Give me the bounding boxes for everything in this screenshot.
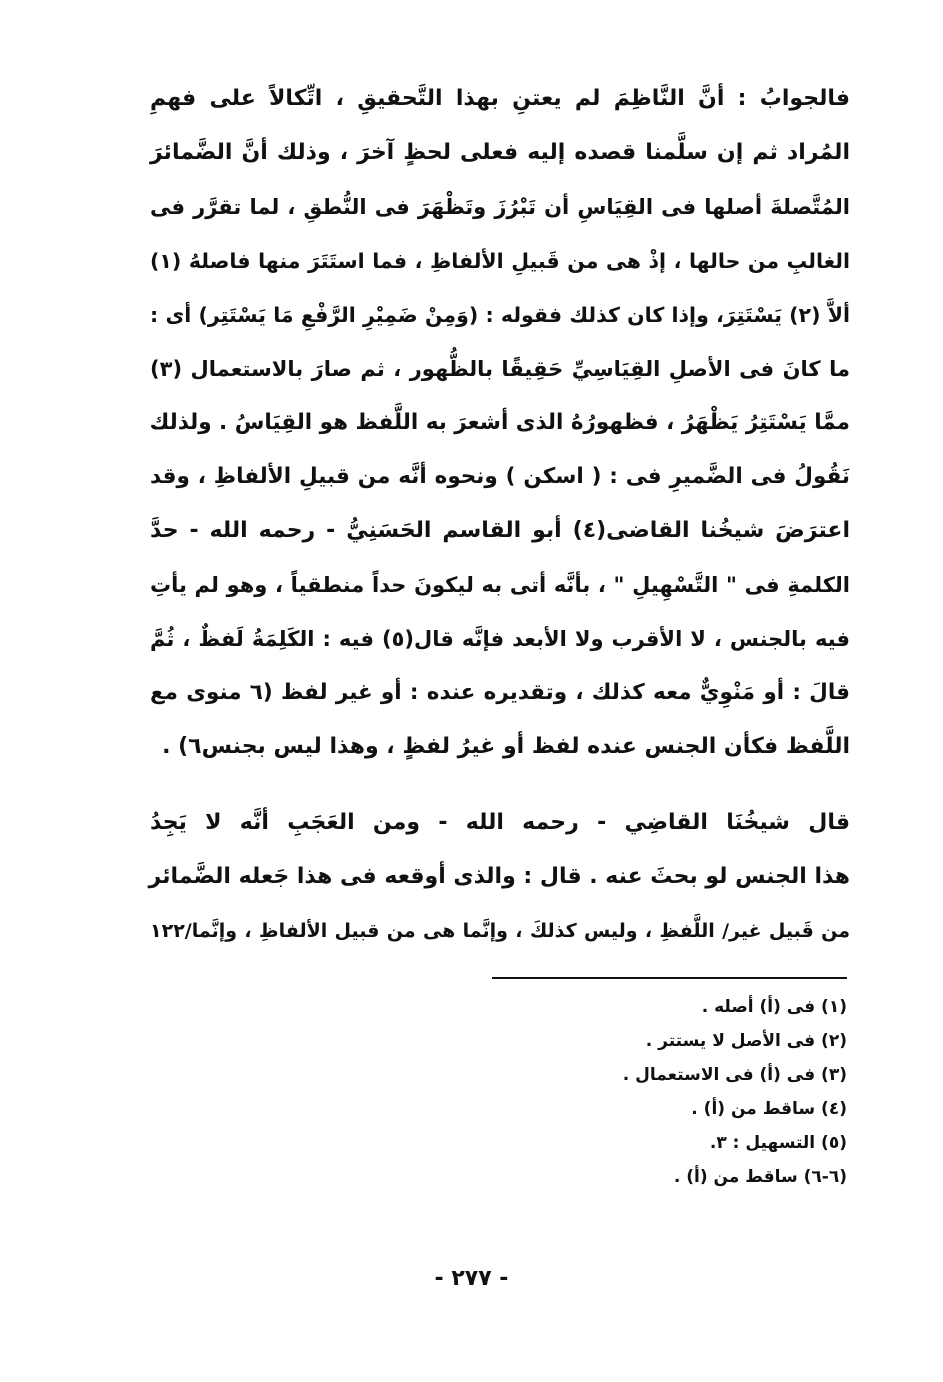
text-line: فالجوابُ : أنَّ النَّاظِمَ لم يعتنِ بهذا التَّحقيقِ ، اتِّكالاً على فهمِ xyxy=(150,86,850,111)
footnote-item: (٣) فى (أ) فى الاستعمال . xyxy=(622,1065,847,1085)
footnote-item: (٥) التسهيل : ٣. xyxy=(709,1133,847,1153)
text-line: اللَّفظ فكأن الجنس عنده لفظ أو غيرُ لفظٍ ، وهذا ليس بجنس٦) . xyxy=(162,734,850,759)
page-number: - ٢٧٧ - xyxy=(434,1266,509,1291)
text-line: قالَ : أو مَنْوِيٌّ معه كذلك ، وتقديره عنده : أو غير لفظ (٦ منوى مع xyxy=(150,680,850,705)
footnote-item: (٢) فى الأصل لا يستتر . xyxy=(645,1031,847,1051)
footnote-item: (١) فى (أ) أصله . xyxy=(701,997,847,1017)
text-line: الكلمةِ فى " التَّسْهِيلِ " ، بأنَّه أتى به ليكونَ حداً منطقياً ، وهو لم يأتِ xyxy=(150,573,850,597)
text-line: نَقُولُ فى الضَّميرِ فى : ( اسكن ) ونحوه أنَّه من قبيلِ الألفاظِ ، وقد xyxy=(150,464,850,489)
text-line xyxy=(150,904,850,958)
text-line-content: من قَبيل غير/ اللَّفظِ ، وليس كذلكَ ، وإنَّما هى من قبيل الألفاظِ ، وإنَّما/ xyxy=(184,920,850,942)
footnotes xyxy=(450,990,847,1194)
text-line: فيه بالجنس ، لا الأقرب ولا الأبعد فإنَّه قال(٥) فيه : الكَلِمَةُ لَفظٌ ، ثُمَّ xyxy=(150,627,850,651)
text-line: المُتَّصلةَ أصلها فى القِيَاسِ أن تَبْرُزَ وتَظْهَرَ فى النُّطقِ ، لما تقرَّر فى xyxy=(150,195,850,219)
paragraph-2 xyxy=(150,796,850,958)
paragraph-gap xyxy=(150,774,850,796)
text-line: هذا الجنس لو بحثَ عنه . قال : والذى أوقعه فى هذا جَعله الضَّمائر xyxy=(148,864,850,889)
text-line: قال شيخُنَا القاضِي - رحمه الله - ومن العَجَبِ أنَّه لا يَجِدُ xyxy=(150,810,850,835)
text-line: الغالبِ من حالها ، إذْ هى من قَبيلِ الألفاظِ ، فما استَتَرَ منها فاصلهُ (١) xyxy=(150,249,850,273)
text-line: اعترَضَ شيخُنا القاضى(٤) أبو القاسم الحَسَنِيُّ - رحمه الله - حدَّ xyxy=(150,518,850,543)
footnote-separator xyxy=(492,977,847,979)
manuscript-page-ref: ١٢٢ xyxy=(150,920,185,942)
text-line: ألاَّ (٢) يَسْتَتِرَ، وإذا كان كذلك فقوله : (وَمِنْ ضَمِيْرِ الرَّفْعِ مَا يَسْتَتِر) أى : xyxy=(150,303,850,327)
footnote-item: (٤) ساقط من (أ) . xyxy=(691,1099,847,1119)
text-line: ممَّا يَسْتَتِرُ يَظْهَرُ ، فظهورُهُ الذى أشعرَ به اللَّفظ هو القِيَاسُ . ولذلك xyxy=(149,410,850,435)
text-line: المُراد ثم إن سلَّمنا قصده إليه فعلى لحظٍ آخرَ ، وذلك أنَّ الضَّمائرَ xyxy=(150,140,850,165)
paragraph-1 xyxy=(150,72,850,774)
main-text xyxy=(150,72,850,958)
footnote-item: (٦-٦) ساقط من (أ) . xyxy=(673,1167,847,1187)
text-line: ما كانَ فى الأصلِ القِيَاسِيِّ حَقِيقًا بالظُّهور ، ثم صارَ بالاستعمال (٣) xyxy=(150,357,850,381)
